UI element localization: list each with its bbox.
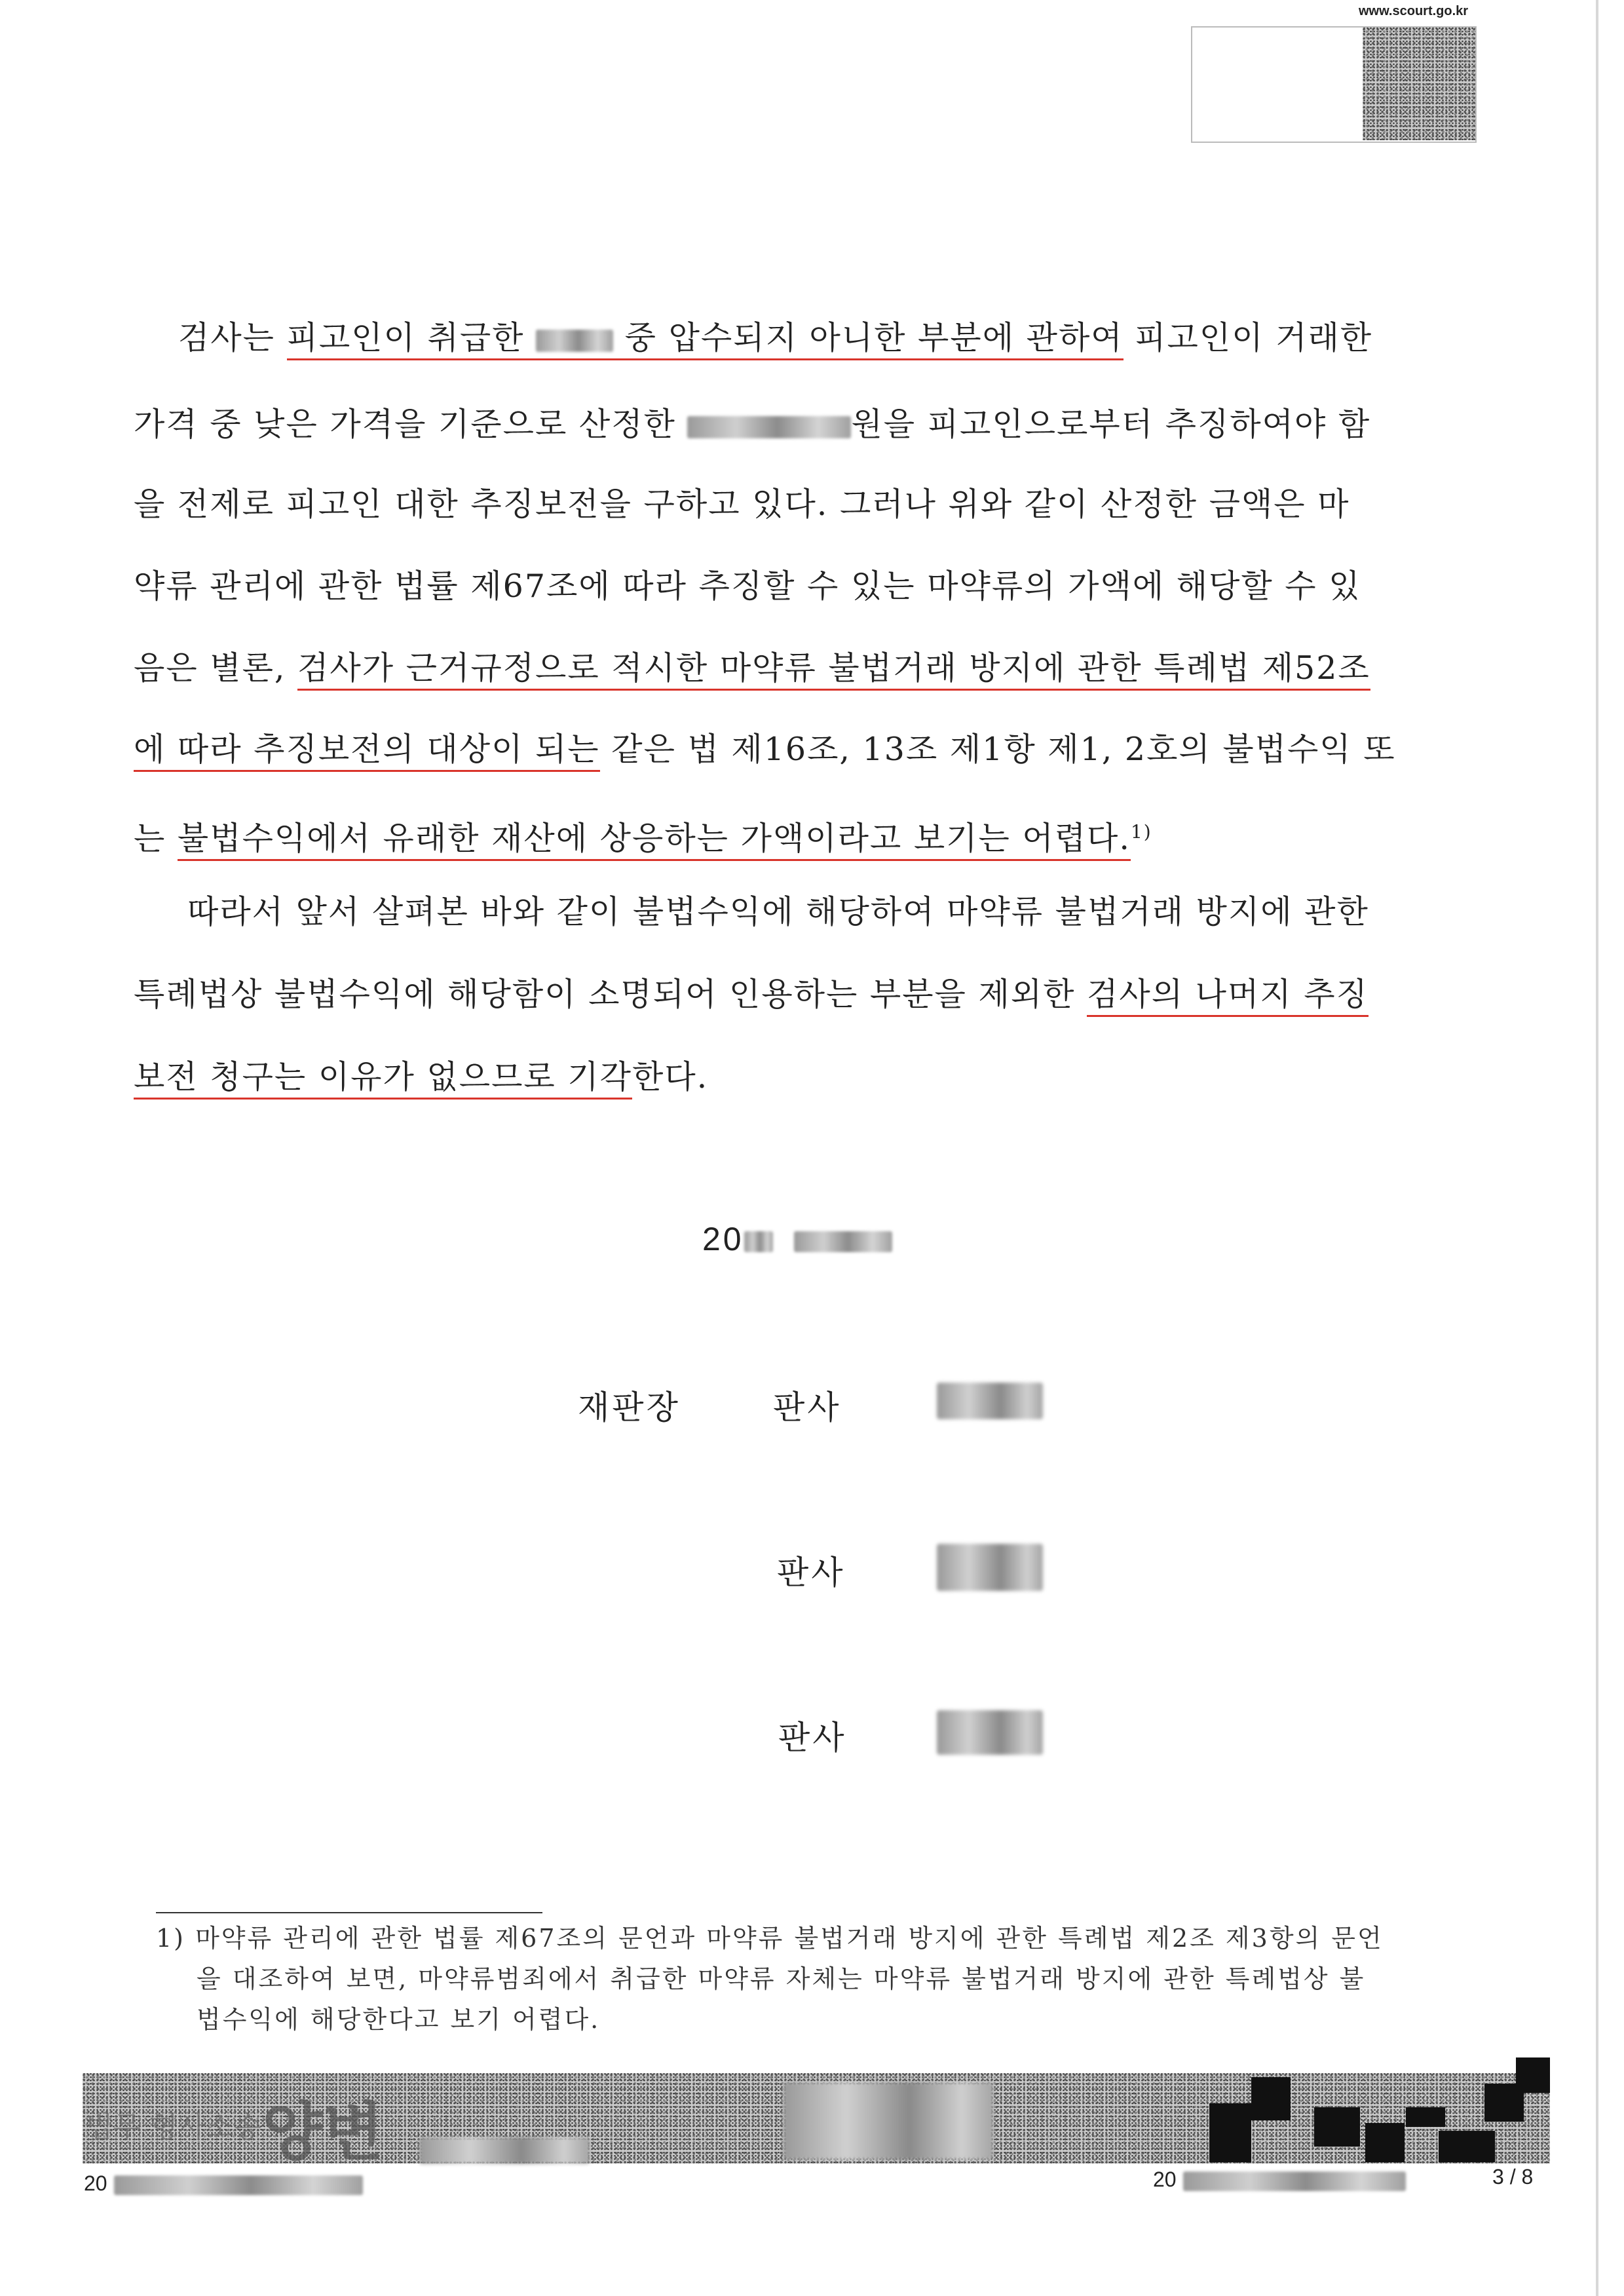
footer-brand-logo: 양변: [262, 2095, 384, 2169]
footer-brand-small: 법무 형사소송: [85, 2111, 262, 2144]
body-line-8: 따라서 앞서 살펴본 바와 같이 불법수익에 해당하여 마약류 불법거래 방지에 관한: [187, 893, 1369, 930]
judge-name-redaction-2: [937, 1544, 1043, 1591]
redaction: [1183, 2172, 1406, 2191]
page-number: 3 / 8: [1492, 2165, 1534, 2189]
body-line-7: 는 불법수익에서 유래한 재산에 상응하는 가액이라고 보기는 어렵다.$^{1)}$: [134, 813, 1152, 858]
body-line-6: 에 따라 추징보전의 대상이 되는 같은 법 제16조, 13조 제1항 제1, 2호의 불법수익 또: [134, 730, 1396, 769]
body-line-9: 특례법상 불법수익에 해당함이 소명되어 인용하는 부분을 제외한 검사의 나머지 추징: [134, 975, 1369, 1014]
body-line-2: 가격 중 낮은 가격을 기준으로 산정한 원을 피고인으로부터 추징하여야 함: [134, 406, 1371, 443]
judge-name-redaction-3: [937, 1710, 1043, 1755]
footer-redaction-center: [784, 2082, 993, 2160]
judge-label-3: 판사: [778, 1719, 847, 1757]
footer-redaction-left: [419, 2137, 590, 2164]
body-line-1: 검사는 피고인이 취급한 중 압수되지 아니한 부분에 관하여 피고인이 거래한: [178, 318, 1372, 358]
body-line-3: 을 전제로 피고인 대한 추징보전을 구하고 있다. 그러나 위와 같이 산정한 금액은 마: [134, 486, 1350, 523]
redaction: [536, 330, 613, 352]
footnote-rule: [156, 1912, 542, 1913]
decision-date: 20: [702, 1220, 892, 1258]
redaction: [794, 1231, 892, 1252]
redaction: [687, 416, 851, 438]
qr-code: [1363, 28, 1475, 140]
body-line-5: 음은 별론, 검사가 근거규정으로 적시한 마약류 불법거래 방지에 관한 특례법 제52조: [134, 649, 1370, 688]
judge-name-redaction-1: [937, 1383, 1043, 1419]
body-line-10: 보전 청구는 이유가 없으므로 기각한다.: [134, 1058, 708, 1097]
chief-judge-title: 재판장: [578, 1388, 681, 1426]
footnote-line-2: 을 대조하여 보면, 마약류범죄에서 취급한 마약류 자체는 마약류 불법거래 방지에 관한 특례법상 불: [197, 1964, 1366, 1993]
footnote-line-1: 1) 마약류 관리에 관한 법률 제67조의 문언과 마약류 불법거래 방지에 관한 특례법 제2조 제3항의 문언: [156, 1924, 1384, 1953]
body-line-4: 약류 관리에 관한 법률 제67조에 따라 추징할 수 있는 마약류의 가액에 해당할 수 있: [134, 567, 1361, 605]
footer-code-left: 20: [84, 2172, 363, 2196]
footer-code-right: 20: [1153, 2168, 1406, 2192]
judge-label-1: 판사: [773, 1388, 842, 1426]
redaction: [114, 2175, 363, 2195]
footnote-line-3: 법수익에 해당한다고 보기 어렵다.: [197, 2005, 601, 2034]
page-edge: [1596, 0, 1598, 2296]
judge-label-2: 판사: [777, 1554, 846, 1592]
court-url: www.scourt.go.kr: [1359, 4, 1469, 18]
footer-pattern-mark: [1209, 2057, 1550, 2162]
